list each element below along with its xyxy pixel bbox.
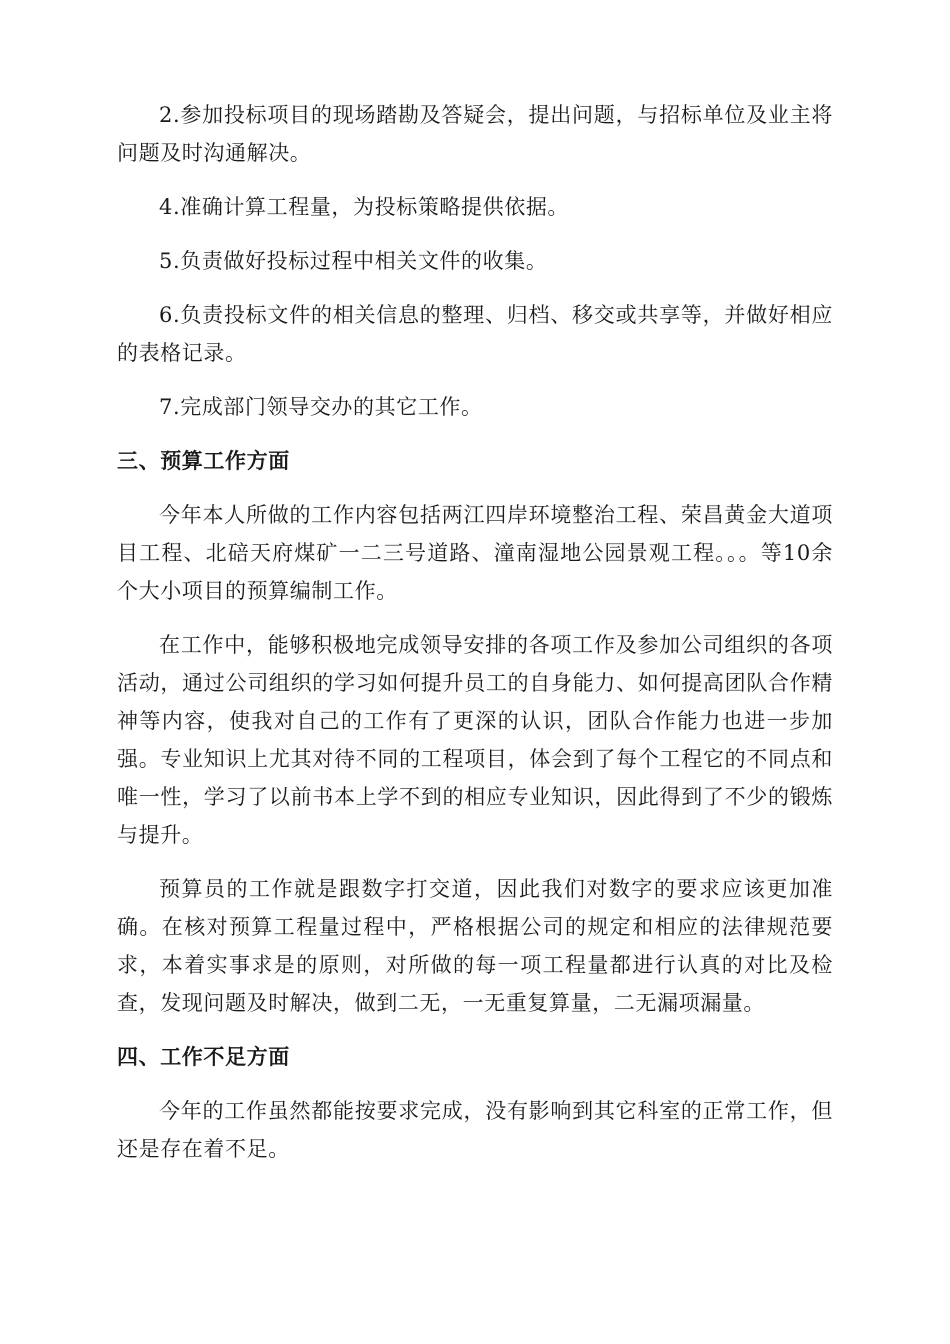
paragraph-item-5: 5.负责做好投标过程中相关文件的收集。 [159,249,548,273]
paragraph-item-6: 6.负责投标文件的相关信息的整理、归档、移交或共享等，并做好相应的表格记录。 [117,303,833,365]
paragraph-item-2: 2.参加投标项目的现场踏勘及答疑会，提出问题，与招标单位及业主将问题及时沟通解决。 [117,103,833,165]
paragraph-budget-accuracy: 预算员的工作就是跟数字打交道，因此我们对数字的要求应该更加准确。在核对预算工程量过程中，严格根据公司的规定和相应的法律规范要求，本着实事求是的原则，对所做的每一项工程量都进行认真的对比及检查，发现问题及时解决，做到二无，一无重复算量，二无漏项漏量。 [117,877,833,1015]
section-heading-budget: 三、预算工作方面 [117,449,290,473]
section-heading-shortcomings: 四、工作不足方面 [117,1045,290,1069]
paragraph-shortcomings: 今年的工作虽然都能按要求完成，没有影响到其它科室的正常工作，但还是存在着不足。 [117,1099,833,1161]
paragraph-budget-teamwork: 在工作中，能够积极地完成领导安排的各项工作及参加公司组织的各项活动，通过公司组织的学习如何提升员工的自身能力、如何提高团队合作精神等内容，使我对自己的工作有了更深的认识，团队合作能力也进一步加强。专业知识上尤其对待不同的工程项目，体会到了每个工程它的不同点和唯一性，学习了以前书本上学不到的相应专业知识，因此得到了不少的锻炼与提升。 [117,633,833,847]
paragraph-item-4: 4.准确计算工程量，为投标策略提供依据。 [159,195,570,219]
paragraph-budget-projects: 今年本人所做的工作内容包括两江四岸环境整治工程、荣昌黄金大道项目工程、北碚天府煤矿一二三号道路、潼南湿地公园景观工程。。。等10余个大小项目的预算编制工作。 [117,503,833,603]
document-page [117,96,833,1184]
paragraph-item-7: 7.完成部门领导交办的其它工作。 [159,395,483,419]
